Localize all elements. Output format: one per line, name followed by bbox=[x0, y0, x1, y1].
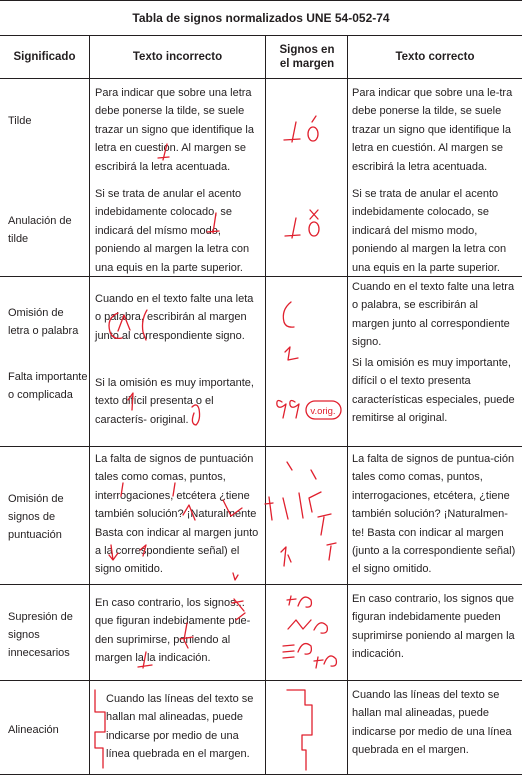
header-incorrect: Texto incorrecto bbox=[132, 51, 223, 63]
incorrect-text-supresion: En caso contrario, los signos... que figuran indebidamente pue-den suprimirse, poniendo al margen la la indicación. bbox=[95, 597, 251, 665]
correct-text-alineacion: Cuando las líneas del texto se hallan mal alineadas, puede indicarse por medio de una línea quebrada en el margen. bbox=[352, 689, 512, 757]
row-label-anulacion: Anulación de tilde bbox=[8, 215, 72, 245]
row-label-puntuacion: Omisión de signos de puntuación bbox=[8, 493, 64, 541]
row-label-omision: Omisión de letra o palabra bbox=[8, 307, 79, 337]
row-divider bbox=[0, 446, 522, 447]
row-label-supresion: Supresión de signos innecesarios bbox=[8, 611, 73, 659]
header-margin: Signos en el margen bbox=[279, 44, 335, 70]
correct-text-omision: Cuando en el texto falte una letra o palabra, se escribirán al margen junto al correspondiente signo. bbox=[352, 281, 515, 349]
row-label-alineacion: Alineación bbox=[8, 724, 59, 736]
row-divider bbox=[0, 680, 522, 681]
header-divider bbox=[0, 78, 522, 79]
row-label-falta: Falta importante o complicada bbox=[8, 371, 88, 401]
table-title: Tabla de signos normalizados UNE 54-052-74 bbox=[0, 0, 522, 36]
correct-text-anulacion: Si se trata de anular el acento indebidamente colocado, se indicará del mismo modo, poniendo al margen la letra con una equis en la parte superior. bbox=[352, 188, 507, 274]
correct-text-supresion: En caso contrario, los signos que figuran indebidamente pueden suprimirse poniendo al margen la indicación. bbox=[352, 593, 515, 661]
incorrect-text-tilde: Para indicar que sobre una letra debe ponerse la tilde, se suele trazar un signo que identifique la letra en cuestion. Al margen se escribirá la letra acentuada. bbox=[95, 87, 254, 173]
column-divider bbox=[89, 36, 90, 775]
correct-text-falta: Si la omisión es muy importante, difícil o el texto presenta características especiales, puede remitirse al original. bbox=[352, 357, 515, 425]
header-correct: Texto correcto bbox=[395, 51, 475, 63]
correct-text-tilde: Para indicar que sobre una le-tra debe ponerse la tilde, se suele trazar un signo que identifique la letra en cuestión. Al margen se escribirá la letra acentuada. bbox=[352, 87, 513, 173]
column-divider bbox=[347, 36, 348, 775]
incorrect-text-omision: Cuando en el texto falte una leta o palabra, escribirán al margen junto al correspondiente signo. bbox=[95, 293, 254, 342]
incorrect-text-anulacion: Si se trata de anular el acento indebidamente colocado, se indicará del mísmo modo, poniendo al margen la letra con una equis en la parte superior. bbox=[95, 188, 250, 274]
incorrect-text-alineacion: Cuando las líneas del texto se hallan mal alineadas, puede indicarse por medio de una línea quebrada en el margen. bbox=[106, 693, 254, 761]
incorrect-text-puntuacion: La falta de signos de puntuación tales como comas, puntos, interrogaciones, etcétera ¿tiene también solución? ¡Naturalmente Basta con indicar al margen junto a la correspondiente señal) el signo omitido. bbox=[95, 453, 259, 576]
header-meaning: Significado bbox=[13, 51, 76, 63]
row-label-tilde: Tilde bbox=[8, 115, 32, 127]
original-note-label: v.orig. bbox=[310, 406, 336, 417]
correct-text-puntuacion: La falta de signos de puntua-ción tales como comas, puntos, interrogaciones, etcétera, ¿tiene también solución? ¡Naturalmen-te! Basta con indicar al margen (junto a la correspondiente señal) el signo omitido. bbox=[352, 453, 516, 576]
incorrect-text-falta: Si la omisión es muy importante, texto difícil presenta o el caracterís- original. bbox=[95, 377, 254, 426]
row-divider bbox=[0, 584, 522, 585]
column-divider bbox=[265, 36, 266, 775]
